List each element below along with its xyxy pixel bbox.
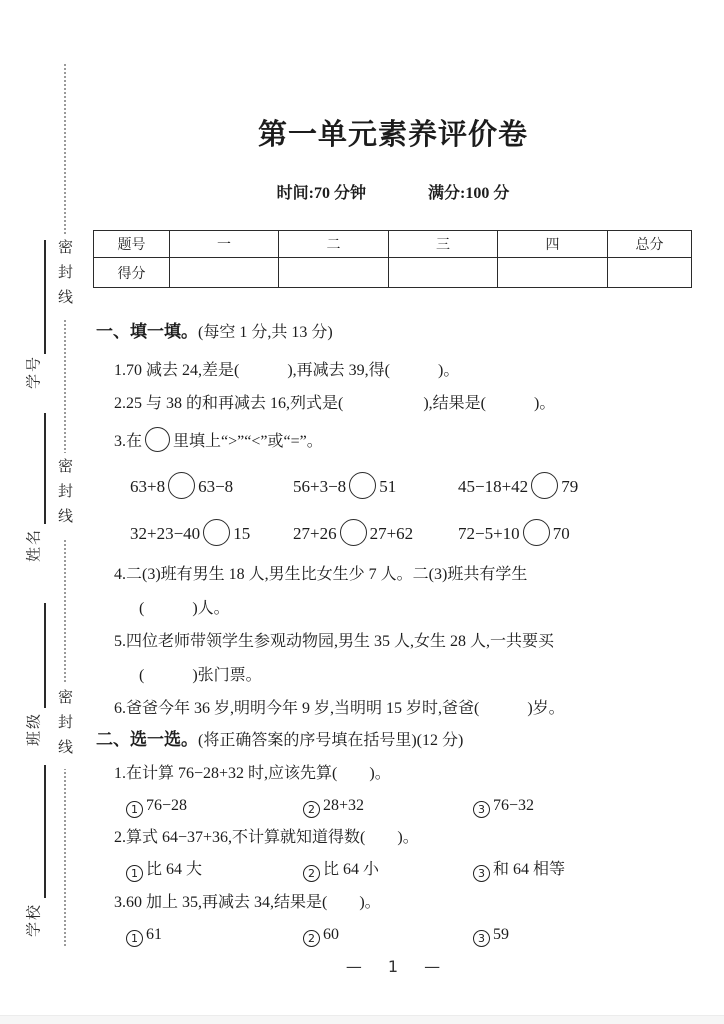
question-2-3: 3.60 加上 35,再减去 34,结果是( )。 — [114, 894, 381, 911]
option-number-icon: 3 — [473, 930, 490, 947]
score-cell-1 — [170, 258, 279, 288]
question-2-2-option-3 — [473, 860, 565, 882]
question-2-2-option-2 — [303, 860, 379, 882]
section1-note: (每空 1 分,共 13 分) — [198, 324, 333, 341]
section2-note: (将正确答案的序号填在括号里)(12 分) — [198, 732, 464, 749]
page-number: 1 — [387, 957, 399, 976]
option-text: 比 64 小 — [323, 861, 380, 878]
score-row-label: 得分 — [94, 258, 170, 288]
compare-circle — [531, 472, 558, 499]
comparison-item-5 — [293, 519, 413, 546]
comparison-left: 27+26 — [293, 524, 337, 543]
question-2-2: 2.算式 64−37+36,不计算就知道得数( )。 — [114, 829, 419, 846]
question-1-3 — [114, 427, 323, 452]
option-text: 60 — [323, 926, 339, 943]
seal-label-class: 班级 — [26, 711, 43, 747]
question-2-1-option-2 — [303, 796, 364, 818]
score-cell-2 — [279, 258, 389, 288]
question-1-5-line2: ( )张门票。 — [139, 667, 262, 684]
score-cell-4 — [498, 258, 608, 288]
score-table-header-qnum: 题号 — [94, 231, 170, 258]
option-text: 比 64 大 — [146, 861, 203, 878]
score-table-header-total: 总分 — [608, 231, 692, 258]
score-table-header-2: 二 — [279, 231, 389, 258]
option-number-icon: 2 — [303, 865, 320, 882]
comparison-right: 15 — [233, 524, 251, 543]
option-number-icon: 1 — [126, 865, 143, 882]
comparison-right: 27+62 — [369, 524, 414, 543]
section2-heading: 二、选一选。 — [96, 730, 198, 750]
seal-label-school: 学校 — [26, 902, 43, 938]
comparison-item-1 — [130, 472, 233, 499]
comparison-right: 79 — [561, 477, 579, 496]
option-number-icon: 2 — [303, 801, 320, 818]
compare-circle — [168, 472, 195, 499]
question-1-4-line2: ( )人。 — [139, 600, 230, 617]
section1-heading-line — [96, 322, 333, 343]
page-footer — [95, 957, 691, 976]
section2-heading-line — [96, 730, 463, 751]
question-1-3-post: 里填上“>”“<”或“=”。 — [173, 433, 323, 450]
score-table-header-1: 一 — [170, 231, 279, 258]
option-text: 28+32 — [323, 797, 365, 814]
option-number-icon: 1 — [126, 801, 143, 818]
comparison-right: 70 — [552, 524, 570, 543]
comparison-right: 51 — [379, 477, 397, 496]
option-text: 59 — [493, 926, 509, 943]
compare-circle — [203, 519, 230, 546]
score-cell-3 — [389, 258, 498, 288]
compare-circle-example — [145, 427, 170, 452]
score-table — [93, 230, 692, 288]
compare-circle — [340, 519, 367, 546]
option-number-icon: 2 — [303, 930, 320, 947]
comparison-left: 63+8 — [130, 477, 166, 496]
option-text: 76−28 — [146, 797, 188, 814]
question-2-2-option-1 — [126, 860, 202, 882]
comparison-left: 45−18+42 — [458, 477, 529, 496]
seal-label-student-id: 学号 — [26, 354, 43, 390]
section1-heading: 一、填一填。 — [96, 322, 198, 342]
score-table-score-row — [94, 258, 692, 288]
comparison-right: 63−8 — [198, 477, 234, 496]
seal-label-name: 姓名 — [26, 527, 43, 563]
comparison-left: 32+23−40 — [130, 524, 201, 543]
footer-dash-right: — — [424, 957, 441, 976]
question-1-4-line1: 4.二(3)班有男生 18 人,男生比女生少 7 人。二(3)班共有学生 — [114, 566, 528, 583]
question-2-1-option-3 — [473, 796, 534, 818]
exam-full-score: 满分:100 分 — [428, 185, 510, 202]
question-2-3-option-2 — [303, 925, 339, 947]
comparison-item-3 — [458, 472, 578, 499]
comparison-left: 72−5+10 — [458, 524, 520, 543]
compare-circle — [349, 472, 376, 499]
school-blank-line — [44, 765, 46, 898]
comparison-item-2 — [293, 472, 396, 499]
question-2-1-option-1 — [126, 796, 187, 818]
student-id-blank-line — [44, 240, 46, 354]
option-number-icon: 3 — [473, 865, 490, 882]
seal-line-text-2: 密封线 — [56, 453, 71, 538]
score-cell-total — [608, 258, 692, 288]
compare-circle — [523, 519, 550, 546]
seal-line-text-1: 密封线 — [56, 234, 71, 319]
score-table-header-4: 四 — [498, 231, 608, 258]
question-1-1: 1.70 减去 24,差是( ),再减去 39,得( )。 — [114, 362, 460, 379]
comparison-left: 56+3−8 — [293, 477, 347, 496]
option-number-icon: 3 — [473, 801, 490, 818]
seal-line-text-3: 密封线 — [56, 684, 71, 769]
score-table-header-3: 三 — [389, 231, 498, 258]
exam-time: 时间:70 分钟 — [276, 185, 366, 202]
question-2-3-option-1 — [126, 925, 162, 947]
name-blank-line — [44, 413, 46, 524]
question-1-5-line1: 5.四位老师带领学生参观动物园,男生 35 人,女生 28 人,一共要买 — [114, 633, 555, 650]
question-2-3-option-3 — [473, 925, 509, 947]
question-2-1: 1.在计算 76−28+32 时,应该先算( )。 — [114, 765, 391, 782]
question-1-3-pre: 3.在 — [114, 433, 143, 450]
scan-edge — [0, 1015, 724, 1024]
option-number-icon: 1 — [126, 930, 143, 947]
exam-title: 第一单元素养评价卷 — [257, 117, 528, 151]
footer-dash-left: — — [345, 957, 362, 976]
score-table-header-row — [94, 231, 692, 258]
question-1-6: 6.爸爸今年 36 岁,明明今年 9 岁,当明明 15 岁时,爸爸( )岁。 — [114, 700, 565, 717]
option-text: 76−32 — [493, 797, 535, 814]
comparison-item-6 — [458, 519, 570, 546]
class-blank-line — [44, 603, 46, 708]
option-text: 61 — [146, 926, 162, 943]
comparison-item-4 — [130, 519, 250, 546]
question-1-2: 2.25 与 38 的和再减去 16,列式是( ),结果是( )。 — [114, 395, 556, 412]
option-text: 和 64 相等 — [493, 861, 566, 878]
exam-meta — [95, 180, 691, 203]
